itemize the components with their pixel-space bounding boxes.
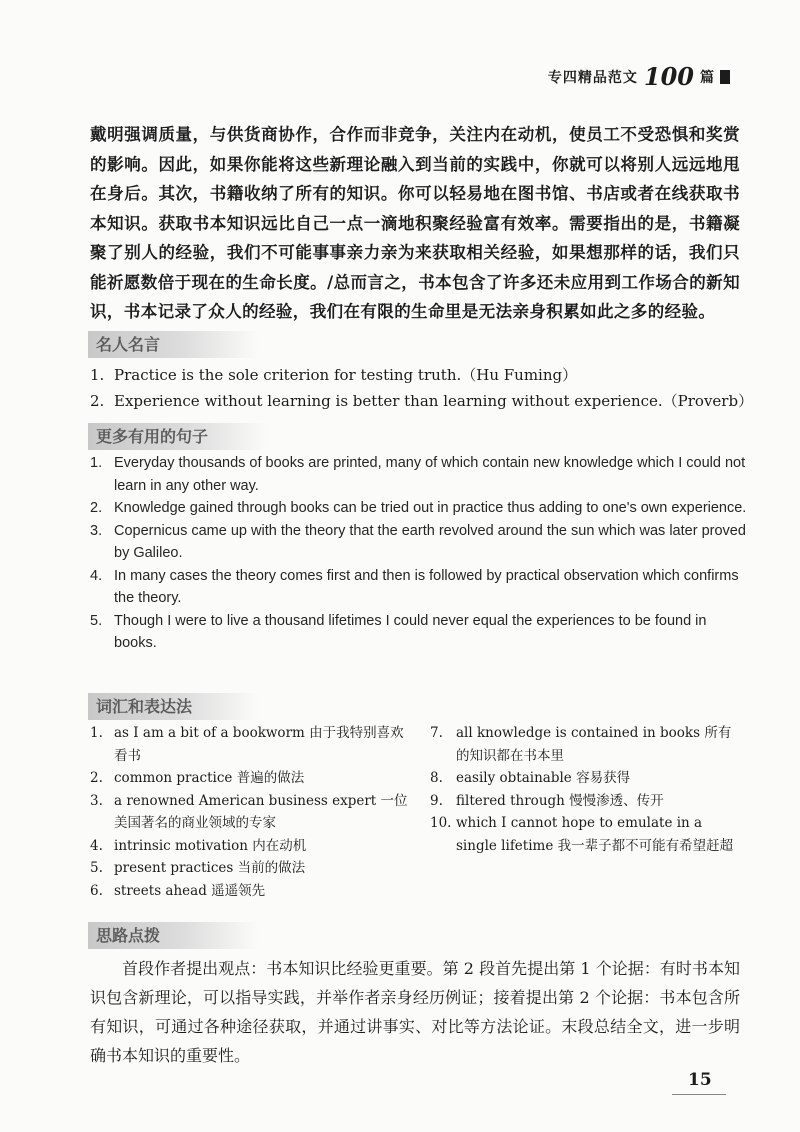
- list-item: [90, 497, 750, 520]
- list-item: [90, 880, 410, 903]
- item-text: easily obtainable 容易获得: [456, 770, 631, 786]
- item-text: all knowledge is contained in books 所有的知识都在书本里: [456, 725, 732, 764]
- item-number: 6.: [90, 882, 103, 899]
- vocabulary-list-right: [430, 722, 735, 857]
- list-item: [90, 610, 750, 655]
- list-item: [90, 565, 750, 610]
- item-number: 2.: [90, 770, 103, 786]
- item-number: 10.: [430, 815, 452, 831]
- item-text: Everyday thousands of books are printed, many of which contain new knowledge which I could not learn in any other way.: [114, 455, 746, 494]
- running-header: [548, 62, 730, 91]
- item-text: Though I were to live a thousand lifetimes I could never equal the experiences to be found in books.: [114, 612, 707, 651]
- item-number: 4.: [90, 567, 103, 584]
- item-number: 9.: [430, 792, 443, 809]
- vocabulary-list-left: [90, 722, 410, 902]
- book-title: 专四精品范文: [547, 69, 638, 86]
- header-marker-icon: [720, 70, 730, 84]
- page-number: 15: [688, 1070, 712, 1090]
- item-text: streets ahead 遥遥领先: [114, 882, 266, 899]
- footer-divider: [672, 1094, 726, 1095]
- item-number: 1.: [90, 366, 105, 384]
- item-number: 1.: [90, 455, 103, 471]
- item-text: intrinsic motivation 内在动机: [114, 837, 307, 854]
- list-item: [430, 812, 735, 857]
- item-text: Experience without learning is better than learning without experience.（Proverb）: [114, 392, 754, 410]
- list-item: [90, 835, 410, 858]
- item-text: Knowledge gained through books can be tried out in practice thus adding to one's own experience.: [114, 500, 747, 516]
- item-text: Copernicus came up with the theory that the earth revolved around the sun which was later proved by Galileo.: [114, 522, 746, 561]
- item-text: which I cannot hope to emulate in a single lifetime 我一辈子都不可能有希望赶超: [456, 815, 734, 854]
- list-item: [90, 362, 750, 388]
- item-number: 1.: [90, 725, 103, 741]
- sentences-list: [90, 452, 750, 655]
- item-number: 2.: [90, 392, 105, 410]
- intro-paragraph: 戴明强调质量，与供货商协作，合作而非竞争，关注内在动机，使员工不受恐惧和奖赏的影响。因此，如果你能将这些新理论融入到当前的实践中，你就可以将别人远远地甩在身后。其次，书籍收纳了所有的知识。你可以轻易地在图书馆、书店或者在线获取书本知识。获取书本知识远比自己一点一滴地积聚经验富有效率。需要指出的是，书籍凝聚了别人的经验，我们不可能事事亲力亲为来获取相关经验，如果想那样的话，我们只能祈愿数倍于现在的生命长度。/总而言之，书本包含了许多还未应用到工作场合的新知识，书本记录了众人的经验，我们在有限的生命里是无法亲身积累如此之多的经验。: [90, 125, 740, 321]
- item-number: 4.: [90, 837, 103, 854]
- list-item: [90, 722, 410, 767]
- section-heading-sentences: 更多有用的句子: [88, 423, 268, 450]
- list-item: [90, 767, 410, 790]
- list-item: [90, 520, 750, 565]
- item-text: a renowned American business expert 一位美国著名的商业领域的专家: [114, 792, 408, 831]
- analysis-paragraph: 首段作者提出观点：书本知识比经验更重要。第 2 段首先提出第 1 个论据：有时书本知识包含新理论，可以指导实践，并举作者亲身经历例证；接着提出第 2 个论据：书本包含所有知识，可通过各种途径获取，并通过讲事实、对比等方法论证。末段总结全文，进一步明确书本知识的重要性。: [90, 959, 740, 1065]
- list-item: [90, 857, 410, 880]
- item-number: 3.: [90, 792, 103, 809]
- quotes-list: [90, 362, 754, 414]
- list-item: [90, 452, 750, 497]
- item-text: common practice 普遍的做法: [114, 770, 305, 786]
- section-heading-quotes: 名人名言: [88, 331, 258, 358]
- item-number: 2.: [90, 500, 103, 516]
- list-item: [90, 790, 410, 835]
- item-text: as I am a bit of a bookworm 由于我特别喜欢看书: [114, 725, 404, 764]
- item-number: 5.: [90, 860, 103, 876]
- item-number: 7.: [430, 725, 443, 741]
- item-text: Practice is the sole criterion for testing truth.（Hu Fuming）: [114, 366, 578, 384]
- book-title-number: 100: [643, 62, 694, 91]
- list-item: [430, 767, 735, 790]
- section-heading-vocabulary: 词汇和表达法: [88, 693, 258, 720]
- item-number: 5.: [90, 612, 103, 629]
- item-text: filtered through 慢慢渗透、传开: [456, 792, 664, 809]
- section-heading-analysis: 思路点拨: [88, 922, 258, 949]
- list-item: [430, 722, 735, 767]
- item-number: 8.: [430, 770, 443, 786]
- list-item: [430, 790, 735, 813]
- item-number: 3.: [90, 522, 103, 539]
- item-text: present practices 当前的做法: [114, 860, 306, 876]
- list-item: [90, 388, 754, 414]
- book-title-suffix: 篇: [700, 69, 714, 86]
- item-text: In many cases the theory comes first and then is followed by practical observation which confirms the theory.: [114, 567, 739, 606]
